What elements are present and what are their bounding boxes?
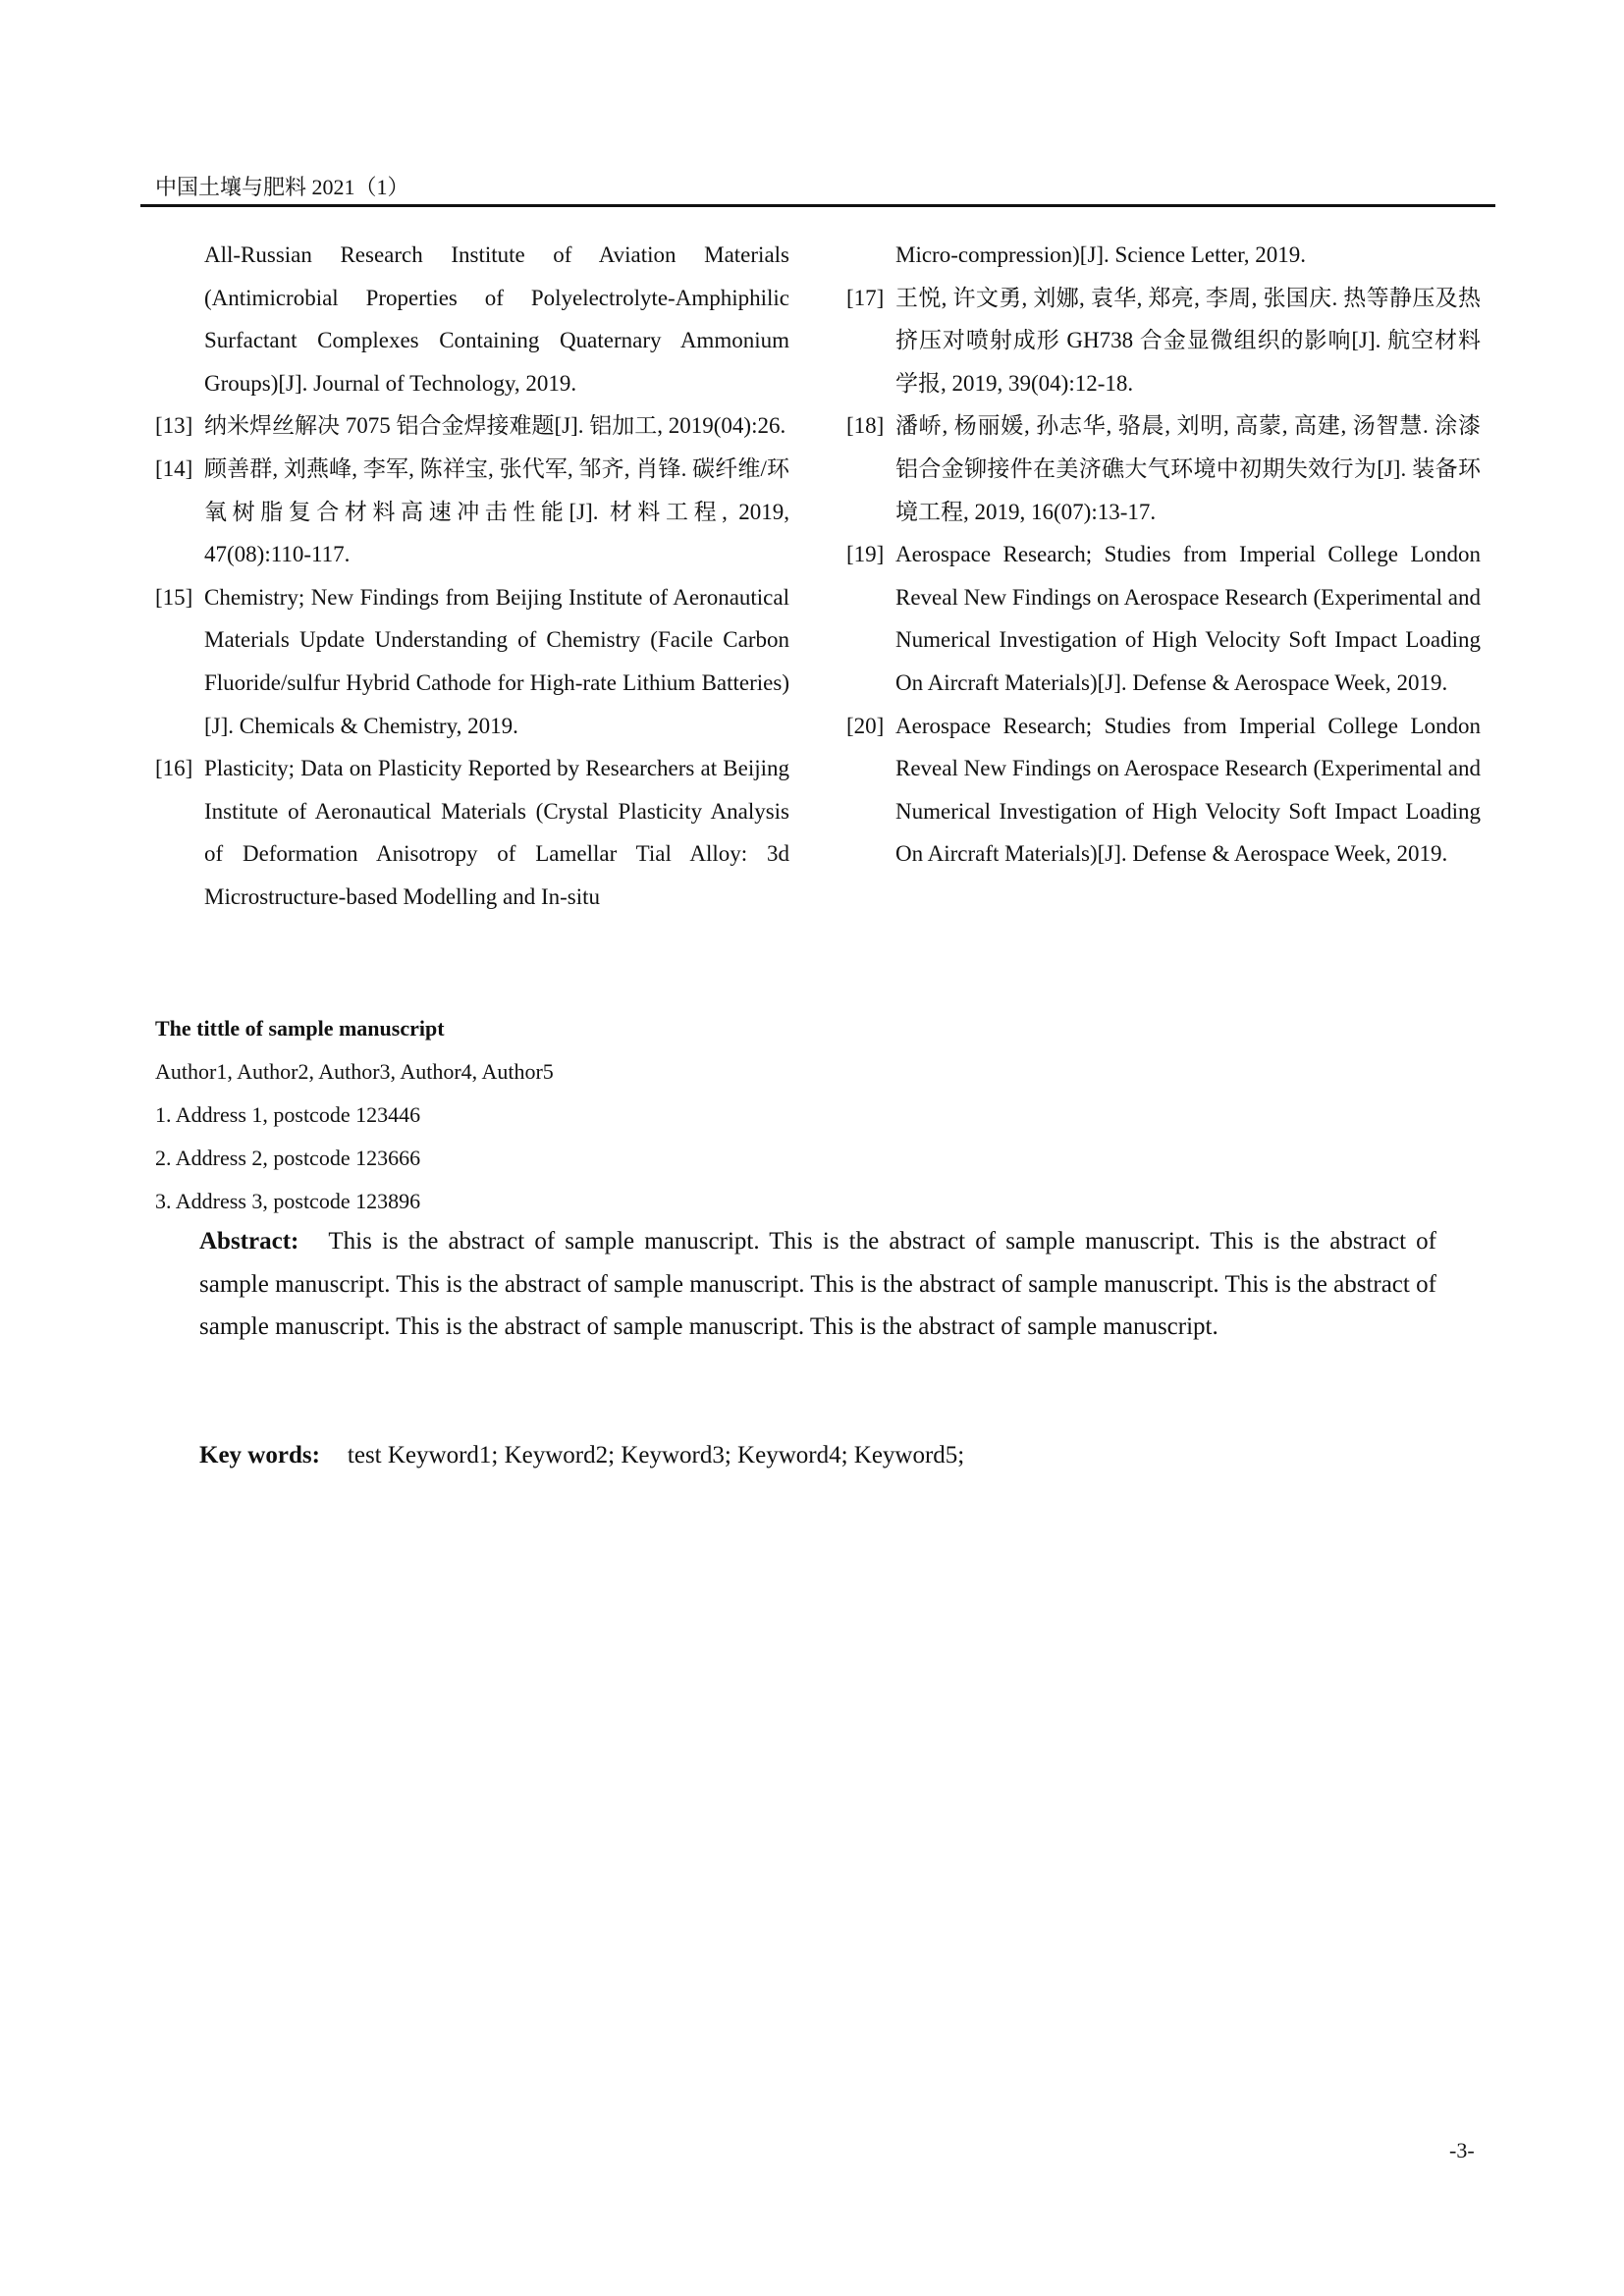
reference-item — [846, 277, 1481, 405]
reference-number: [19] — [846, 542, 885, 567]
manuscript-title: The tittle of sample manuscript — [155, 1016, 445, 1041]
keywords-text: test Keyword1; Keyword2; Keyword3; Keyword4; Keyword5; — [347, 1442, 965, 1468]
keywords — [199, 1434, 964, 1477]
reference-item — [155, 576, 789, 747]
reference-text: 潘峤, 杨丽媛, 孙志华, 骆晨, 刘明, 高蒙, 高建, 汤智慧. 涂漆铝合金铆接件在美济礁大气环境中初期失效行为[J]. 装备环境工程, 2019, 16(07):13-17. — [895, 413, 1481, 524]
reference-item — [155, 234, 789, 404]
reference-text: 顾善群, 刘燕峰, 李军, 陈祥宝, 张代军, 邹齐, 肖锋. 碳纤维/环氧树脂复合材料高速冲击性能[J]. 材料工程, 2019, 47(08):110-117. — [204, 455, 789, 567]
reference-text: Aerospace Research; Studies from Imperial College London Reveal New Findings on Aerospace Research (Experimental and Numerical Investigation of High Velocity Soft Impact Loading On Aircraft Materials)[J]. Defense & Aerospace Week, 2019. — [895, 713, 1481, 867]
reference-number: [17] — [846, 285, 885, 310]
reference-text: Micro-compression)[J]. Science Letter, 2019. — [895, 242, 1307, 267]
reference-text: Chemistry; New Findings from Beijing Institute of Aeronautical Materials Update Understanding of Chemistry (Facile Carbon Fluoride/sulfur Hybrid Cathode for High-rate Lithium Batteries)[J]. Chemicals & Chemistry, 2019. — [204, 584, 789, 738]
address-line: 3. Address 3, postcode 123896 — [155, 1189, 421, 1213]
reference-number: [16] — [155, 756, 193, 781]
abstract — [199, 1220, 1436, 1349]
address-line: 1. Address 1, postcode 123446 — [155, 1102, 421, 1127]
page-number: -3- — [1449, 2138, 1475, 2163]
reference-number: [18] — [846, 413, 885, 439]
reference-number: [13] — [155, 413, 193, 439]
journal-header: 中国土壤与肥料 2021（1） — [155, 175, 409, 199]
reference-text: Aerospace Research; Studies from Imperial College London Reveal New Findings on Aerospace Research (Experimental and Numerical Investigation of High Velocity Soft Impact Loading On Aircraft Materials)[J]. Defense & Aerospace Week, 2019. — [895, 542, 1481, 695]
reference-number: [20] — [846, 713, 885, 738]
abstract-text: This is the abstract of sample manuscript. This is the abstract of sample manuscript. This is the abstract of sample manuscript. This is the abstract of sample manuscript. This is the abstract of sample manuscript. This is the abstract of sample manuscript. This is the abstract of sample manuscript. This is the abstract of sample manuscript. — [199, 1228, 1436, 1341]
reference-item — [846, 234, 1481, 277]
reference-text: All-Russian Research Institute of Aviation Materials (Antimicrobial Properties of Polyelectrolyte-Amphiphilic Surfactant Complexes Containing Quaternary Ammonium Groups)[J]. Journal of Technology, 2019. — [204, 242, 789, 396]
reference-number: [15] — [155, 584, 193, 610]
reference-text: 纳米焊丝解决 7075 铝合金焊接难题[J]. 铝加工, 2019(04):26. — [204, 413, 786, 439]
reference-item — [846, 404, 1481, 533]
reference-text: 王悦, 许文勇, 刘娜, 袁华, 郑亮, 李周, 张国庆. 热等静压及热挤压对喷射成形 GH738 合金显微组织的影响[J]. 航空材料学报, 2019, 39(04):12-18. — [895, 285, 1481, 396]
references-right-column — [846, 234, 1481, 876]
reference-text: Plasticity; Data on Plasticity Reported by Researchers at Beijing Institute of Aeronautical Materials (Crystal Plasticity Analysis of Deformation Anisotropy of Lamellar Tial Alloy: 3d Microstructure-based Modelling and In-situ — [204, 756, 789, 909]
reference-item — [846, 705, 1481, 876]
abstract-label: Abstract: — [199, 1228, 299, 1255]
address-line: 2. Address 2, postcode 123666 — [155, 1146, 421, 1170]
reference-item — [155, 404, 789, 448]
english-front-matter — [155, 1007, 554, 1223]
reference-number: [14] — [155, 455, 193, 481]
reference-item — [155, 747, 789, 918]
reference-item — [846, 533, 1481, 704]
keywords-label: Key words: — [199, 1442, 320, 1468]
header-rule — [140, 204, 1495, 207]
author-list: Author1, Author2, Author3, Author4, Author5 — [155, 1059, 554, 1084]
references-left-column — [155, 234, 789, 919]
reference-item — [155, 448, 789, 576]
